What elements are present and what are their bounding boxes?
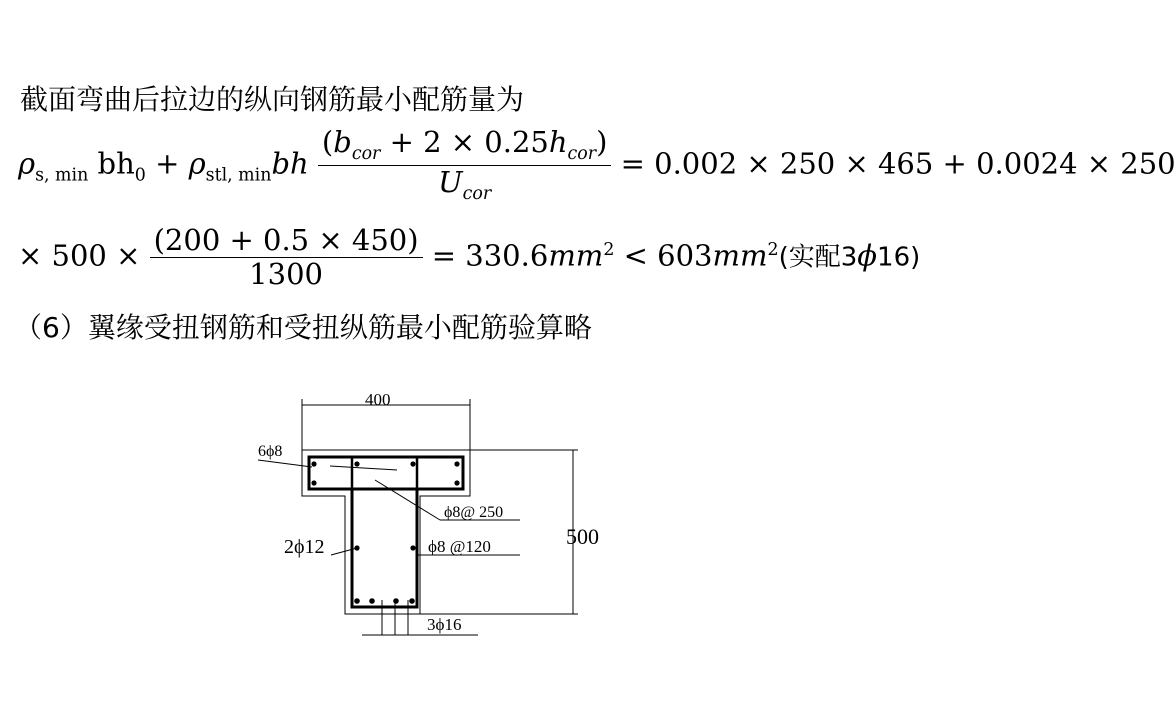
rebar-web-left [354,545,359,550]
rebar-bottom-4 [409,598,415,604]
u-cor: U [438,165,463,200]
h-cor-subscript: cor [567,143,597,164]
rebar-web-right [410,545,415,550]
numerator-middle: + 2 × 0.25 [389,125,549,159]
bh-term: bh [271,146,309,181]
equation-1-rhs: = 0.002 × 250 × 465 + 0.0024 × 250 [620,146,1176,181]
paren-open: ( [321,125,334,159]
fraction-2-numerator: (200 + 0.5 × 450) [150,226,423,258]
heading: 截面弯曲后拉边的纵向钢筋最小配筋量为 [20,83,525,116]
equation-2-result: = 330.6 [431,238,549,273]
rebar-bottom-3 [393,598,399,604]
b-cor: b [333,125,352,159]
rebar-flange-1 [311,461,316,466]
rebar-flange-2 [354,461,359,466]
bh0-subscript: 0 [134,165,146,186]
web-stirrup [352,489,417,607]
dim-right-label: 500 [566,524,599,549]
note-close: 16) [877,242,921,273]
note-open: (实配3 [778,242,858,273]
rho-s-min-subscript: s, min [35,165,89,186]
dim-top-label: 400 [365,390,391,409]
equation-2-lead: × 500 × [18,238,141,273]
note-phi: ϕ [857,238,878,273]
unit-mm-2: mm [712,238,768,273]
label-6phi8: 6ϕ8 [258,443,283,460]
leader-6phi8 [258,460,312,467]
unit-mm-1: mm [548,238,604,273]
label-2phi12: 2ϕ12 [284,536,325,558]
unit-squared-1: 2 [603,239,615,260]
b-cor-subscript: cor [351,143,381,164]
label-stirrup-120: ϕ8 @120 [428,537,491,556]
section-6-text: （6）翼缘受扭钢筋和受扭纵筋最小配筋验算略 [14,311,592,344]
unit-squared-2: 2 [767,239,779,260]
h-cor: h [548,125,568,159]
u-cor-subscript: cor [462,184,492,204]
label-3phi16: 3ϕ16 [427,615,462,634]
rho-stl-min-subscript: stl, min [205,165,272,186]
paren-close: ) [596,125,608,159]
flange-stirrup [309,457,463,489]
rebar-bottom-1 [354,598,360,604]
rebar-bottom-2 [369,598,375,604]
plus-sign: + [155,146,180,181]
t-section-outline [302,450,470,614]
rebar-flange-6 [454,480,459,485]
less-than-value: < 603 [623,238,713,273]
rho-stl-min: ρ [188,146,206,181]
leader-flange-hook [330,466,397,470]
bh0: bh [97,146,135,181]
rebar-flange-3 [410,461,415,466]
label-stirrup-250: ϕ8@ 250 [444,504,504,521]
rebar-flange-4 [454,461,459,466]
leader-stirrup-250 [375,480,440,520]
fraction-2-denominator: 1300 [249,257,323,291]
rho-s-min: ρ [18,146,36,181]
rebar-flange-5 [311,480,316,485]
